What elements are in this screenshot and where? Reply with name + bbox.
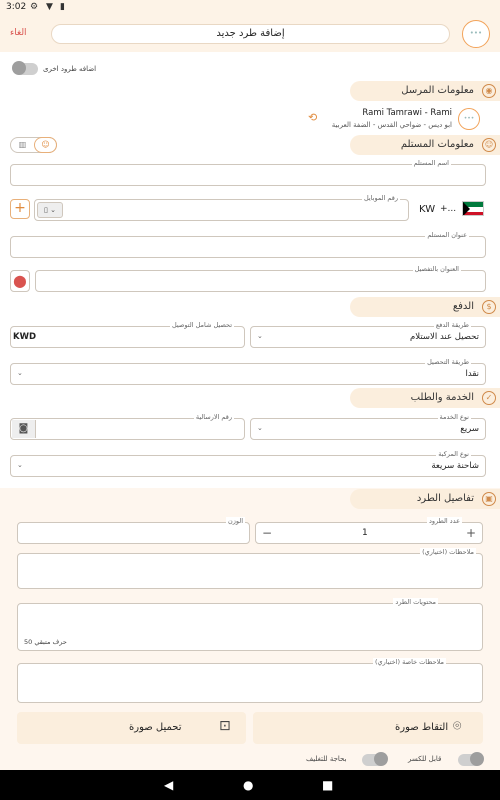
person-icon: ☺	[482, 138, 496, 152]
receiver-section-header	[350, 135, 500, 155]
parcel-contents-field[interactable]	[17, 598, 483, 651]
chars-left-counter: 50 حرف متبقي	[24, 638, 67, 646]
upload-image-label: تحميل صورة	[129, 722, 182, 733]
capture-image-label: التقاط صورة	[395, 722, 449, 733]
receiver-name-field[interactable]	[10, 159, 486, 186]
parcel-count-label: عدد الطرود	[429, 517, 460, 525]
collection-method-label: طريقة التحصيل	[427, 358, 469, 366]
increment-button[interactable]: +	[465, 526, 476, 540]
company-logo: •••	[462, 20, 490, 48]
collect-amount-label: تحصيل شامل التوصيل	[172, 321, 232, 329]
parcel-section-header	[350, 489, 500, 509]
chevron-down-icon: ⌄	[257, 424, 263, 432]
status-bar	[0, 0, 500, 16]
payment-method-select[interactable]	[250, 321, 486, 348]
needs-packing-label: بحاجة للتغليف	[306, 755, 347, 763]
special-notes-field[interactable]	[17, 658, 483, 703]
collect-amount-field[interactable]	[10, 321, 245, 348]
vehicle-type-select[interactable]	[10, 450, 486, 477]
receiver-address-field[interactable]	[10, 231, 486, 258]
collection-method-select[interactable]	[10, 358, 486, 385]
dial-prefix: +...	[440, 204, 457, 214]
chevron-down-icon: ⌄	[17, 461, 23, 469]
collection-method-value: نقدا	[465, 369, 479, 379]
mobile-field[interactable]	[34, 194, 409, 221]
gear-icon: ⚙	[30, 2, 39, 12]
special-notes-label: ملاحظات خاصة (اختياري)	[375, 658, 444, 666]
fragile-label: قابل للكسر	[408, 755, 442, 763]
page-title: إضافة طرد جديد	[51, 24, 450, 44]
person-type-icon[interactable]: ☺	[34, 137, 57, 153]
payment-section-title: الدفع	[452, 301, 474, 312]
sender-avatar: •••	[458, 108, 480, 130]
vehicle-type-label: نوع المركبة	[438, 450, 469, 458]
camera-capture-icon: ⌾	[453, 718, 462, 734]
notes-label: ملاحظات (اختياري)	[422, 548, 474, 556]
chevron-down-icon: ⌄	[17, 369, 23, 377]
receiver-type-switch	[10, 137, 57, 153]
weight-field[interactable]	[17, 517, 250, 544]
shipment-number-field[interactable]	[10, 413, 245, 440]
location-pin-icon: ◉	[482, 84, 496, 98]
upload-image-button[interactable]	[17, 712, 246, 744]
home-nav-icon[interactable]: ●	[243, 778, 254, 792]
box-icon: ▣	[482, 492, 496, 506]
service-section-title: الخدمة والطلب	[410, 392, 474, 403]
payment-method-value: تحصيل عند الاستلام	[410, 332, 479, 342]
service-type-value: سريع	[460, 424, 479, 434]
chevron-down-icon: ⌄	[257, 332, 263, 340]
payment-method-label: طريقة الدفع	[435, 321, 469, 329]
app-header	[0, 16, 500, 52]
parcel-count-stepper[interactable]	[255, 517, 483, 544]
camera-icon[interactable]: ◙	[12, 420, 36, 438]
map-pin-button[interactable]: ⬤	[10, 270, 30, 292]
parcel-contents-label: محتويات الطرد	[395, 598, 436, 606]
cancel-button[interactable]: الغاء	[10, 28, 27, 38]
system-nav-bar	[0, 770, 500, 800]
change-sender-icon[interactable]: ⟲	[308, 111, 318, 124]
weight-label: الوزن	[227, 517, 243, 525]
parcel-count-value: 1	[362, 528, 368, 538]
recents-nav-icon[interactable]: ■	[322, 778, 334, 792]
back-nav-icon[interactable]: ◀	[164, 778, 174, 792]
company-icon[interactable]: ▥	[18, 140, 27, 149]
sender-section-header	[350, 81, 500, 101]
add-phone-button[interactable]: +	[10, 199, 30, 219]
vehicle-type-value: شاحنة سريعة	[431, 461, 479, 471]
shield-icon: ▼	[46, 2, 53, 12]
image-upload-icon: ⊡	[219, 718, 231, 734]
sender-name: Rami Tamrawi - Rami	[362, 108, 452, 118]
payment-section-header	[350, 297, 500, 317]
service-type-label: نوع الخدمة	[439, 413, 469, 421]
shipment-number-label: رقم الارسالية	[195, 413, 232, 421]
capture-image-button[interactable]	[253, 712, 483, 744]
parcel-section-title: تفاصيل الطرد	[416, 493, 474, 504]
receiver-section-title: معلومات المستلم	[400, 139, 474, 150]
dollar-icon: $	[482, 300, 496, 314]
detailed-address-label: العنوان بالتفصيل	[414, 265, 459, 273]
kuwait-flag-icon[interactable]	[462, 201, 484, 216]
add-more-toggle[interactable]	[14, 63, 38, 75]
decrement-button[interactable]: −	[262, 526, 273, 540]
service-type-select[interactable]	[250, 413, 486, 440]
needs-packing-toggle[interactable]	[362, 754, 386, 766]
fragile-toggle[interactable]	[458, 754, 482, 766]
check-circle-icon: ✓	[482, 391, 496, 405]
country-code[interactable]: KW	[419, 204, 436, 215]
add-more-label: اضافه طرود اخرى	[43, 65, 97, 73]
service-section-header	[350, 388, 500, 408]
detailed-address-field[interactable]	[35, 265, 486, 292]
receiver-name-label: اسم المستلم	[413, 159, 449, 167]
receiver-address-label: عنوان المستلم	[427, 231, 467, 239]
status-time: 3:02	[6, 2, 27, 12]
mobile-label: رقم الموبايل	[363, 194, 398, 202]
sender-section-title: معلومات المرسل	[401, 85, 474, 96]
sender-address: ابو ديس - ضواحي القدس - الضفة العربية	[331, 121, 452, 129]
phone-type-select[interactable]: ▯ ⌄	[37, 202, 63, 218]
currency-label: KWD	[13, 332, 37, 342]
sim-icon: ▮	[60, 2, 65, 12]
notes-field[interactable]	[17, 548, 483, 589]
